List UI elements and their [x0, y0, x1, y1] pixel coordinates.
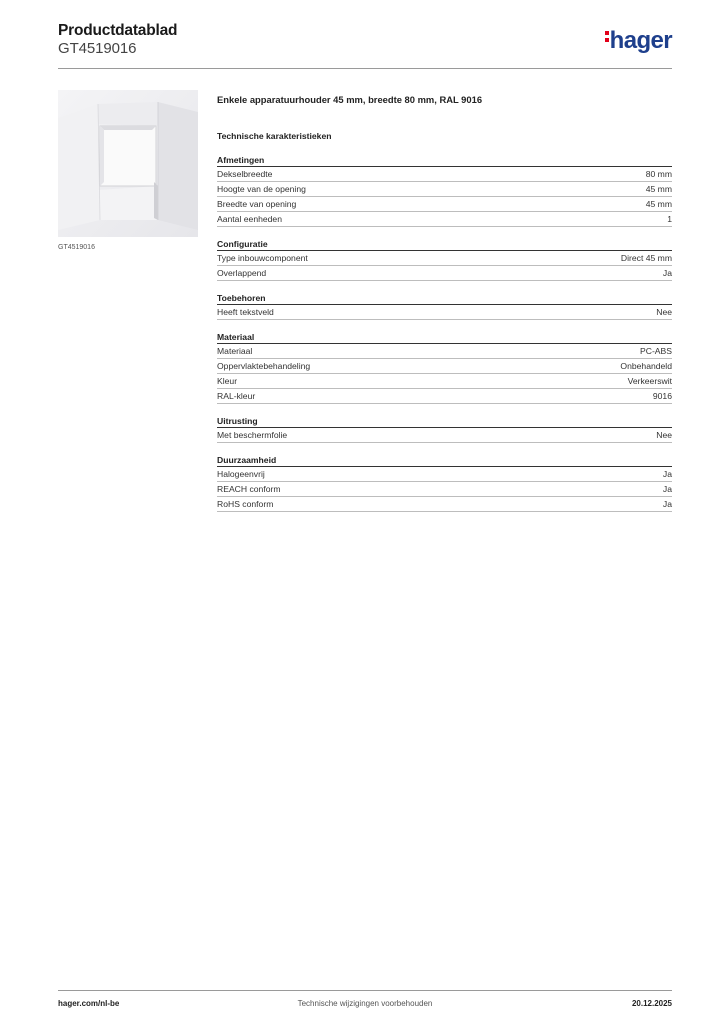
section-duurzaamheid	[217, 454, 672, 512]
footer-date: 20.12.2025	[631, 999, 672, 1008]
row-label: Overlappend	[217, 268, 267, 278]
row-value: 45 mm	[645, 199, 672, 209]
section-toebehoren	[217, 292, 672, 320]
row-value: PC-ABS	[640, 346, 672, 356]
row-value: Nee	[656, 307, 672, 317]
row-label: Dekselbreedte	[217, 169, 273, 179]
section-title: Afmetingen	[217, 154, 672, 167]
row-value: Ja	[662, 499, 672, 509]
table-row	[217, 497, 672, 512]
table-row	[217, 389, 672, 404]
section-title: Toebehoren	[217, 292, 672, 305]
table-row	[217, 359, 672, 374]
logo-text: hager	[609, 27, 672, 54]
row-value: 9016	[652, 391, 672, 401]
image-caption: GT4519016	[58, 244, 95, 251]
cover-plate-icon	[58, 90, 198, 237]
section-uitrusting	[217, 415, 672, 443]
section-title: Duurzaamheid	[217, 454, 672, 467]
table-row	[217, 467, 672, 482]
header-divider	[58, 68, 672, 69]
row-label: Materiaal	[217, 346, 253, 356]
row-value: Ja	[662, 268, 672, 278]
product-image	[58, 90, 198, 237]
table-row	[217, 197, 672, 212]
footer-notice: Technische wijzigingen voorbehouden	[297, 999, 433, 1008]
page-header	[58, 22, 672, 66]
table-row	[217, 266, 672, 281]
row-value: Nee	[656, 430, 672, 440]
row-label: Heeft tekstveld	[217, 307, 274, 317]
row-value: 45 mm	[645, 184, 672, 194]
section-materiaal	[217, 331, 672, 404]
row-value: 1	[667, 214, 672, 224]
table-row	[217, 167, 672, 182]
table-row	[217, 374, 672, 389]
logo-colon-icon	[605, 28, 609, 45]
page-footer	[58, 999, 672, 1011]
hager-logo[interactable]	[605, 27, 672, 55]
website-link[interactable]: hager.com/nl-be	[58, 999, 120, 1008]
row-value: 80 mm	[645, 169, 672, 179]
spec-content	[217, 93, 672, 523]
row-label: RAL-kleur	[217, 391, 256, 401]
page-title: Productdatablad	[58, 22, 178, 39]
row-value: Ja	[662, 484, 672, 494]
row-label: Halogeenvrij	[217, 469, 265, 479]
tech-heading: Technische karakteristieken	[217, 131, 332, 141]
product-description: Enkele apparatuurhouder 45 mm, breedte 80 mm, RAL 9016	[217, 94, 483, 105]
row-label: RoHS conform	[217, 499, 274, 509]
row-label: Hoogte van de opening	[217, 184, 306, 194]
table-row	[217, 305, 672, 320]
row-value: Ja	[662, 469, 672, 479]
table-row	[217, 251, 672, 266]
section-title: Configuratie	[217, 238, 672, 251]
table-row	[217, 482, 672, 497]
table-row	[217, 428, 672, 443]
row-label: Kleur	[217, 376, 238, 386]
table-row	[217, 212, 672, 227]
row-label: Breedte van opening	[217, 199, 297, 209]
row-label: Aantal eenheden	[217, 214, 282, 224]
row-label: Met beschermfolie	[217, 430, 288, 440]
table-row	[217, 344, 672, 359]
section-configuratie	[217, 238, 672, 281]
section-title: Materiaal	[217, 331, 672, 344]
row-label: REACH conform	[217, 484, 281, 494]
row-value: Onbehandeld	[620, 361, 672, 371]
row-label: Oppervlaktebehandeling	[217, 361, 311, 371]
table-row	[217, 182, 672, 197]
section-title: Uitrusting	[217, 415, 672, 428]
product-code: GT4519016	[58, 40, 137, 57]
footer-divider	[58, 990, 672, 991]
row-label: Type inbouwcomponent	[217, 253, 308, 263]
section-afmetingen	[217, 154, 672, 227]
row-value: Verkeerswit	[627, 376, 672, 386]
row-value: Direct 45 mm	[620, 253, 672, 263]
